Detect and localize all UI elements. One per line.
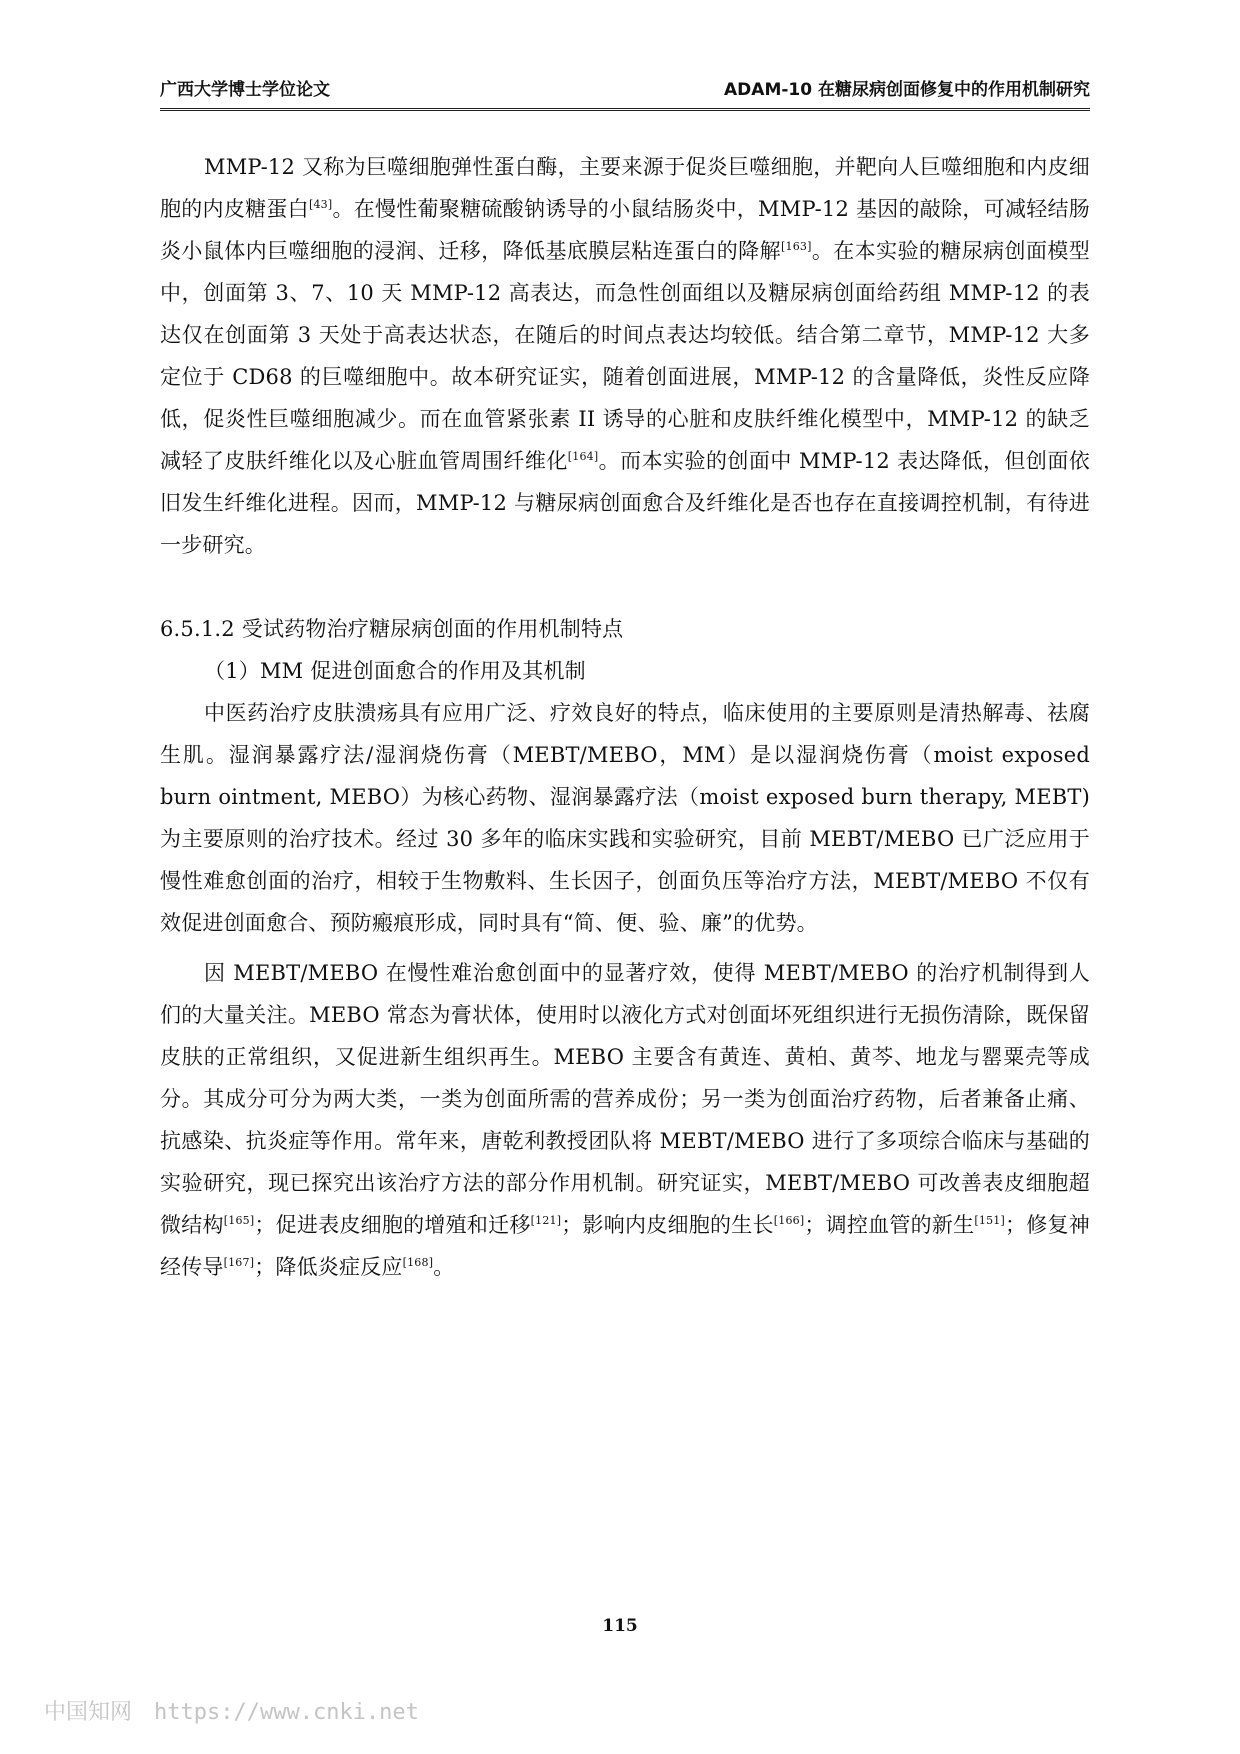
paragraph-text: ；修复神经传导	[160, 1213, 1090, 1279]
section-heading: 6.5.1.2 受试药物治疗糖尿病创面的作用机制特点	[160, 617, 624, 641]
citation: [43]	[308, 198, 333, 211]
paragraph-tcm: 中医药治疗皮肤溃疡具有应用广泛、疗效良好的特点，临床使用的主要原则是清热解毒、祛腐生肌。湿润暴露疗法/湿润烧伤膏（MEBT/MEBO，MM）是以湿润烧伤膏（moist exposed burn ointment, MEBO）为核心药物、湿润暴露疗法（moist exposed burn therapy, MEBT)为主要原则的治疗技术。经过 30 多年的临床实践和实验研究，目前 MEBT/MEBO 已广泛应用于慢性难愈创面的治疗，相较于生物敷料、生长因子，创面负压等治疗方法，MEBT/MEBO 不仅有效促进创面愈合、预防瘢痕形成，同时具有“简、便、验、廉”的优势。	[160, 701, 1090, 935]
paragraph-text: ；影响内皮细胞的生长	[561, 1213, 774, 1237]
citation: [168]	[402, 1256, 434, 1269]
paragraph-text: ；降低炎症反应	[254, 1255, 403, 1279]
page-number: 115	[602, 1616, 638, 1636]
subsection-heading: （1）MM 促进创面愈合的作用及其机制	[204, 659, 586, 683]
citation: [166]	[773, 1214, 805, 1227]
header-right-title: ADAM-10 在糖尿病创面修复中的作用机制研究	[724, 80, 1090, 100]
citation: [151]	[974, 1214, 1006, 1227]
paragraph-text: 。	[433, 1255, 455, 1279]
watermark-url: https://www.cnki.net	[154, 1700, 419, 1725]
running-header	[160, 78, 1090, 111]
paragraph-text: MMP-12 又称为巨噬细胞弹性蛋白酶，主要来源于促炎巨噬细胞，并靶向人巨噬细胞和内皮细胞的内皮糖蛋白	[160, 155, 1090, 221]
paragraph-text: ；促进表皮细胞的增殖和迁移	[254, 1213, 531, 1237]
citation: [167]	[223, 1256, 255, 1269]
paragraph-mmp12	[160, 146, 1090, 566]
citation: [164]	[567, 450, 599, 463]
paragraph-text: 。而本实验的创面中 MMP-12 表达降低，但创面依旧发生纤维化进程。因而，MMP-12 与糖尿病创面愈合及纤维化是否也存在直接调控机制，有待进一步研究。	[160, 449, 1090, 557]
cnki-watermark	[44, 1695, 419, 1726]
citation: [121]	[530, 1214, 562, 1227]
paragraph-text: 。在本实验的糖尿病创面模型中，创面第 3、7、10 天 MMP-12 高表达，而急性创面组以及糖尿病创面给药组 MMP-12 的表达仅在创面第 3 天处于高表达状态，在随后的时间点表达均较低。结合第二章节，MMP-12 大多定位于 CD68 的巨噬细胞中。故本研究证实，随着创面进展，MMP-12 的含量降低，炎性反应降低，促炎性巨噬细胞减少。而在血管紧张素 II 诱导的心脏和皮肤纤维化模型中，MMP-12 的缺乏减轻了皮肤纤维化以及心脏血管周围纤维化	[160, 239, 1090, 473]
paragraph-text: 。在慢性葡聚糖硫酸钠诱导的小鼠结肠炎中，MMP-12 基因的敲除，可减轻结肠炎小鼠体内巨噬细胞的浸润、迁移，降低基底膜层粘连蛋白的降解	[160, 197, 1090, 263]
citation: [163]	[781, 240, 812, 253]
watermark-logo: 中国知网	[44, 1700, 133, 1725]
header-left-title: 广西大学博士学位论文	[160, 80, 330, 100]
main-body	[160, 146, 1090, 1288]
paragraph-text: 因 MEBT/MEBO 在慢性难治愈创面中的显著疗效，使得 MEBT/MEBO 的治疗机制得到人们的大量关注。MEBO 常态为膏状体，使用时以液化方式对创面坏死组织进行无损伤清除，既保留皮肤的正常组织，又促进新生组织再生。MEBO 主要含有黄连、黄柏、黄芩、地龙与罂粟壳等成分。其成分可分为两大类，一类为创面所需的营养成份；另一类为创面治疗药物，后者兼备止痛、抗感染、抗炎症等作用。常年来，唐乾利教授团队将 MEBT/MEBO 进行了多项综合临床与基础的实验研究，现已探究出该治疗方法的部分作用机制。研究证实，MEBT/MEBO 可改善表皮细胞超微结构	[160, 961, 1090, 1237]
paragraph-text: ；调控血管的新生	[804, 1213, 975, 1237]
citation: [165]	[223, 1214, 255, 1227]
paragraph-mebo-mechanism	[160, 952, 1090, 1288]
